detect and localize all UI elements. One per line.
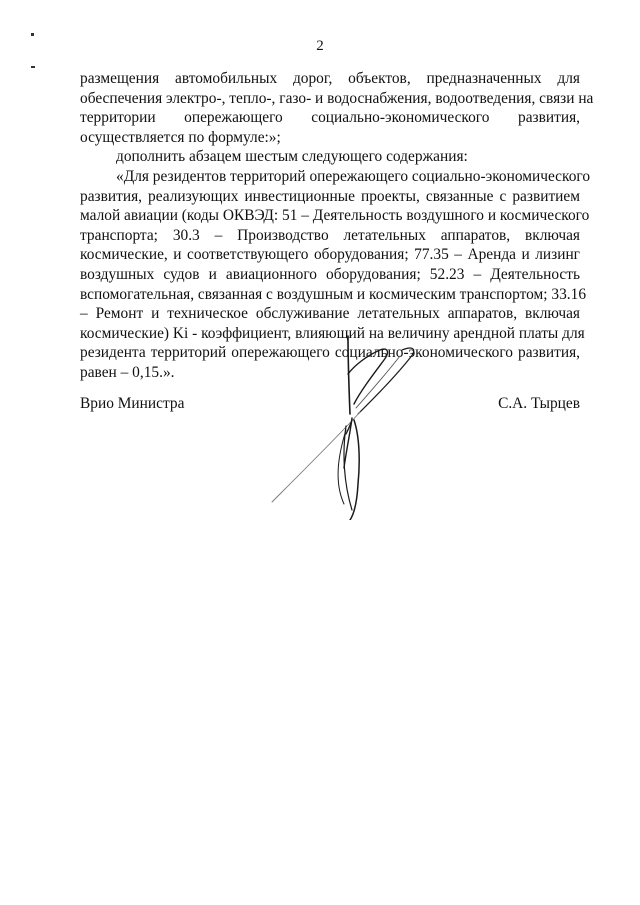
text-line: транспорта; 30.3 – Производство летательных аппаратов, включая <box>80 226 580 244</box>
text-line: развития, реализующих инвестиционные проекты, связанные с развитием <box>80 187 580 205</box>
margin-mark-bottom <box>31 66 35 68</box>
text-line: территории опережающего социально-экономического развития, <box>80 109 580 127</box>
text-line: космические) Ki - коэффициент, влияющий на величину арендной платы для <box>80 324 585 342</box>
handwritten-signature <box>262 334 432 520</box>
paragraph-amendment-intro <box>80 147 580 167</box>
text-line: обеспечения электро-, тепло-, газо- и водоснабжения, водоотведения, связи на <box>80 89 594 107</box>
text-line: малой авиации (коды ОКВЭД: 51 – Деятельность воздушного и космического <box>80 207 590 225</box>
text-line: резидента территорий опережающего социально-экономического развития, <box>80 344 580 362</box>
text-line: осуществляется по формуле:»; <box>80 128 281 146</box>
text-line: космические, и соответствующего оборудования; 77.35 – Аренда и лизинг <box>80 246 580 264</box>
margin-mark-top <box>31 33 34 36</box>
text-line: воздушных судов и авиационного оборудования; 52.23 – Деятельность <box>80 265 580 283</box>
signer-name: С.А. Тырцев <box>498 395 580 412</box>
text-line: «Для резидентов территорий опережающего социально-экономического <box>116 167 591 185</box>
signer-title: Врио Министра <box>80 395 185 412</box>
text-line: – Ремонт и техническое обслуживание летательных аппаратов, включая <box>80 305 580 323</box>
page-number: 2 <box>316 38 324 54</box>
text-line: равен – 0,15.». <box>80 363 175 381</box>
paragraph-placement-formula <box>80 69 594 147</box>
text-line: дополнить абзацем шестым следующего содержания: <box>116 148 468 166</box>
text-line: вспомогательная, связанная с воздушным и космическим транспортом; 33.16 <box>80 285 587 303</box>
text-line: размещения автомобильных дорог, объектов, предназначенных для <box>80 70 580 87</box>
